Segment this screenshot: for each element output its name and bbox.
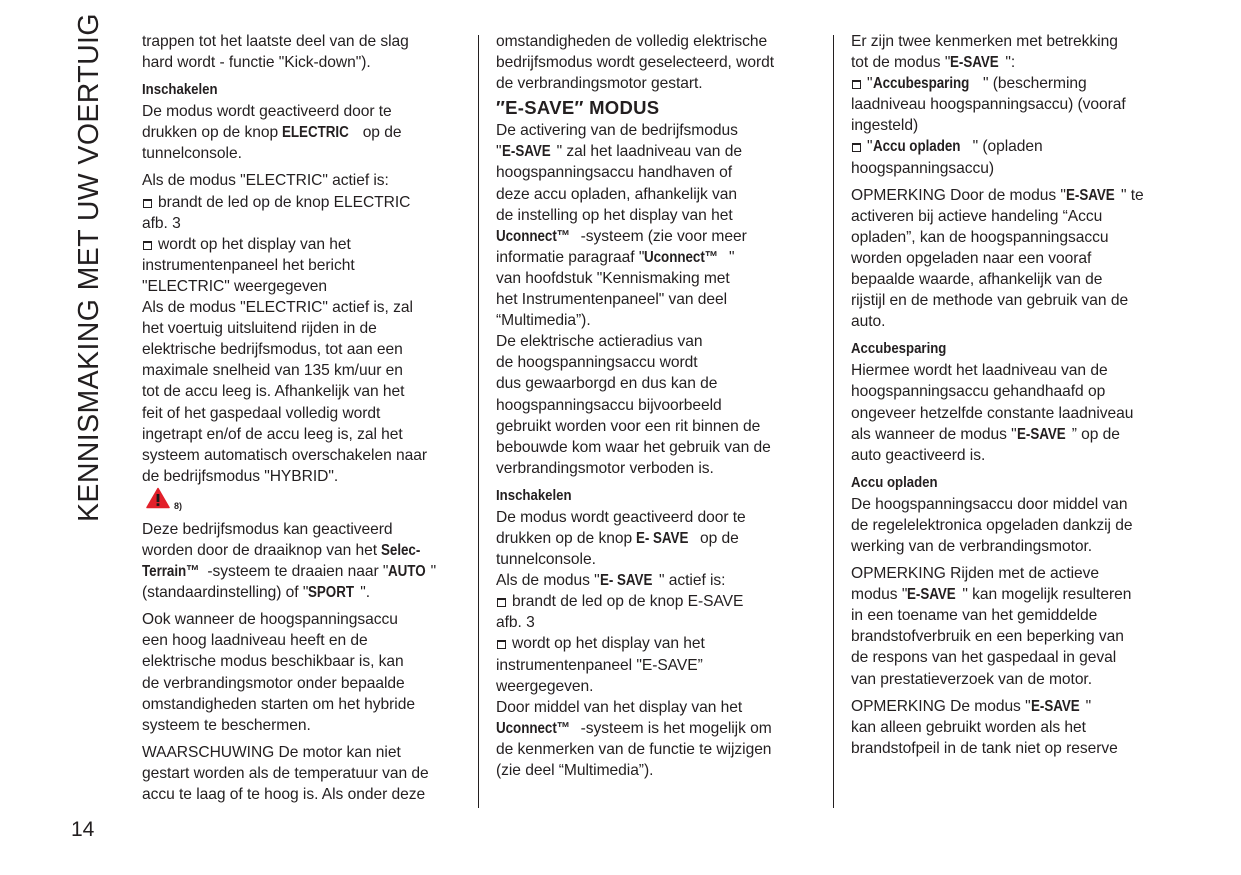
text-line: wordt op het display van het: [496, 633, 826, 654]
text-line: deze accu opladen, afhankelijk van: [496, 185, 738, 203]
text-line: (standaardinstelling) of "SPORT ".: [142, 582, 472, 603]
bold-term: E-SAVE: [950, 54, 1000, 72]
text-line: Als de modus "E- SAVE " actief is:: [496, 570, 826, 591]
text-line: afb. 3: [142, 214, 181, 232]
text-line: De hoogspanningsaccu door middel van: [851, 495, 1128, 513]
text-line: het voertuig uitsluitend rijden in de: [142, 320, 377, 338]
text-line: activeren bij actieve handeling “Accu: [851, 207, 1103, 225]
bold-term: E-SAVE: [1016, 425, 1066, 443]
text-line: rijstijl en de methode van gebruik van de: [851, 292, 1129, 310]
text-line: bepaalde waarde, afhankelijk van de: [851, 271, 1103, 289]
text-line: modus "E-SAVE " kan mogelijk resulteren: [851, 584, 1181, 605]
text-line: systeem automatisch overschakelen naar: [142, 446, 427, 464]
paragraph: [496, 507, 826, 781]
text-line: (zie deel “Multimedia”).: [496, 762, 654, 779]
text-line: maximale snelheid van 135 km/uur en: [142, 362, 403, 380]
warning-note-number: 8): [174, 500, 183, 511]
text-line: Door middel van het display van het: [496, 698, 743, 716]
bold-term: Accu opladen: [872, 138, 960, 156]
column-3: [851, 31, 1181, 765]
text-line: bebouwde kom waar het gebruik van de: [496, 438, 771, 456]
text-line: Uconnect™ -systeem (zie voor meer: [496, 226, 826, 247]
text-line: Uconnect™ -systeem is het mogelijk om: [496, 718, 826, 739]
warning-triangle-icon: [146, 487, 170, 511]
text-line: omstandigheden de volledig elektrische: [496, 33, 768, 50]
text-line: het Instrumentenpaneel" van deel: [496, 291, 728, 309]
text-line: ingetrapt en/of de accu leeg is, zal het: [142, 425, 403, 443]
bold-term: E-SAVE: [907, 586, 957, 604]
bold-term: Accubesparing: [872, 75, 969, 93]
text-line: instrumentenpaneel het bericht: [142, 256, 355, 274]
paragraph: [851, 185, 1181, 333]
text-line: van hoofdstuk "Kennismaking met: [496, 269, 730, 287]
chapter-title: KENNISMAKING MET UW VOERTUIG: [73, 13, 105, 522]
bullet-square-icon: [143, 241, 152, 250]
text-line: tot de modus "E-SAVE ":: [851, 52, 1181, 73]
text-line: omstandigheden starten om het hybride: [142, 695, 415, 713]
text-line: bedrijfsmodus wordt geselecteerd, wordt: [496, 54, 775, 72]
text-line: afb. 3: [496, 614, 535, 632]
text-line: Als de modus "ELECTRIC" actief is:: [142, 172, 389, 190]
text-line: hard wordt - functie "Kick-down").: [142, 54, 371, 72]
bullet-square-icon: [852, 80, 861, 89]
bold-term: Uconnect™: [496, 227, 571, 245]
text-line: laadniveau hoogspanningsaccu) (vooraf: [851, 96, 1126, 114]
bold-term: Terrain™: [142, 563, 200, 581]
text-line: Deze bedrijfsmodus kan geactiveerd: [142, 520, 393, 538]
section-heading: Inschakelen: [496, 486, 572, 504]
text-line: brandt de led op de knop ELECTRIC: [142, 192, 472, 213]
text-line: "Accubesparing " (bescherming: [851, 73, 1181, 94]
text-line: informatie paragraaf "Uconnect™ ": [496, 247, 826, 268]
text-line: tunnelconsole.: [142, 145, 242, 163]
text-line: accu te laag of te hoog is. Als onder deze: [142, 786, 426, 803]
text-line: de kenmerken van de functie te wijzigen: [496, 740, 772, 758]
text-line: “Multimedia”).: [496, 312, 591, 330]
text-line: opladen”, kan de hoogspanningsaccu: [851, 228, 1109, 246]
section-title: ″E-SAVE″ MODUS: [496, 97, 660, 119]
column-divider: [478, 35, 479, 808]
bold-term: E- SAVE: [636, 529, 689, 547]
text-line: de verbrandingsmotor onder bepaalde: [142, 674, 405, 692]
text-line: Ook wanneer de hoogspanningsaccu: [142, 611, 398, 629]
section-heading: Accubesparing: [851, 340, 947, 358]
bullet-square-icon: [497, 640, 506, 649]
text-line: instrumentenpaneel "E-SAVE”: [496, 656, 703, 674]
text-line: weergegeven.: [496, 677, 594, 695]
paragraph: [142, 101, 472, 164]
text-line: brandstofpeil in de tank niet op reserve: [851, 739, 1118, 757]
text-line: elektrische bedrijfsmodus, tot aan een: [142, 341, 403, 359]
section-heading: Inschakelen: [142, 81, 218, 99]
text-line: de instelling op het display van het: [496, 206, 733, 224]
warning-reference: [142, 493, 472, 517]
paragraph: [496, 31, 826, 94]
column-divider: [833, 35, 834, 808]
text-line: ingesteld): [851, 117, 919, 135]
bold-term: ELECTRIC: [282, 124, 350, 142]
text-line: Als de modus "ELECTRIC" actief is, zal: [142, 299, 413, 317]
text-line: de hoogspanningsaccu wordt: [496, 354, 698, 372]
paragraph: [851, 696, 1181, 759]
text-line: auto geactiveerd is.: [851, 446, 986, 464]
text-line: gebruikt worden voor een rit binnen de: [496, 417, 761, 435]
text-line: drukken op de knop ELECTRIC op de: [142, 122, 472, 143]
text-line: OPMERKING De modus "E-SAVE ": [851, 696, 1181, 717]
text-line: verbrandingsmotor verboden is.: [496, 459, 714, 477]
text-line: worden opgeladen naar een vooraf: [851, 249, 1092, 267]
text-line: gestart worden als de temperatuur van de: [142, 764, 429, 782]
bold-term: E-SAVE: [501, 143, 551, 161]
text-line: brandt de led op de knop E-SAVE: [496, 591, 826, 612]
bold-term: Uconnect™: [644, 248, 719, 266]
paragraph: [142, 609, 472, 736]
paragraph: [851, 494, 1181, 557]
bold-term: E-SAVE: [1030, 697, 1080, 715]
text-line: hoogspanningsaccu handhaven of: [496, 164, 733, 182]
text-line: De modus wordt geactiveerd door te: [142, 103, 392, 121]
column-2: [496, 31, 826, 787]
bullet-square-icon: [143, 199, 152, 208]
page-number: 14: [71, 818, 95, 841]
bold-term: AUTO: [388, 563, 427, 581]
text-line: hoogspanningsaccu): [851, 159, 995, 177]
text-line: de respons van het gaspedaal in geval: [851, 649, 1117, 667]
text-line: OPMERKING Door de modus "E-SAVE " te: [851, 185, 1181, 206]
text-line: brandstofverbruik en een beperking van: [851, 628, 1124, 646]
text-line: een hoog laadniveau heeft en de: [142, 632, 368, 650]
paragraph: [142, 31, 472, 73]
text-line: "Accu opladen " (opladen: [851, 136, 1181, 157]
text-line: hoogspanningsaccu gehandhaafd op: [851, 383, 1106, 401]
text-line: worden door de draaiknop van het Selec-: [142, 540, 472, 561]
bullet-square-icon: [852, 143, 861, 152]
paragraph: [851, 31, 1181, 179]
text-line: elektrische modus beschikbaar is, kan: [142, 653, 404, 671]
text-line: wordt op het display van het: [142, 234, 472, 255]
text-line: ongeveer hetzelfde constante laadniveau: [851, 404, 1134, 422]
paragraph: [142, 170, 472, 486]
text-line: Hiermee wordt het laadniveau van de: [851, 362, 1108, 380]
text-line: de bedrijfsmodus "HYBRID".: [142, 467, 339, 485]
text-line: "ELECTRIC" weergegeven: [142, 277, 328, 295]
bold-term: Uconnect™: [496, 719, 571, 737]
text-line: WAARSCHUWING De motor kan niet: [142, 743, 401, 761]
text-line: dus gewaarborgd en dus kan de: [496, 375, 718, 393]
section-heading: Accu opladen: [851, 473, 938, 491]
text-line: De elektrische actieradius van: [496, 333, 703, 351]
text-line: kan alleen gebruikt worden als het: [851, 718, 1086, 736]
bold-term: E-SAVE: [1065, 186, 1115, 204]
text-line: "E-SAVE " zal het laadniveau van de: [496, 141, 826, 162]
text-line: werking van de verbrandingsmotor.: [851, 537, 1093, 555]
text-line: De modus wordt geactiveerd door te: [496, 508, 746, 526]
paragraph: [142, 519, 472, 603]
text-line: van prestatieverzoek van de motor.: [851, 670, 1093, 688]
paragraph: [496, 120, 826, 479]
paragraph: [851, 360, 1181, 465]
text-line: drukken op de knop E- SAVE op de: [496, 528, 826, 549]
paragraph: [142, 742, 472, 805]
text-line: tunnelconsole.: [496, 551, 596, 569]
text-line: als wanneer de modus "E-SAVE ” op de: [851, 424, 1181, 445]
column-1: [142, 31, 472, 811]
bold-term: SPORT: [308, 584, 355, 602]
text-line: tot de accu leeg is. Afhankelijk van het: [142, 383, 405, 401]
text-line: Er zijn twee kenmerken met betrekking: [851, 33, 1118, 50]
text-line: hoogspanningsaccu bijvoorbeeld: [496, 396, 722, 414]
text-line: auto.: [851, 313, 886, 331]
text-line: de regelelektronica opgeladen dankzij de: [851, 516, 1133, 534]
text-line: OPMERKING Rijden met de actieve: [851, 565, 1100, 583]
bold-term: E- SAVE: [599, 572, 653, 590]
bold-term: Selec-: [381, 541, 421, 559]
paragraph: [851, 563, 1181, 690]
text-line: trappen tot het laatste deel van de slag: [142, 33, 409, 50]
text-line: Terrain™ -systeem te draaien naar "AUTO ": [142, 561, 472, 582]
text-line: de verbrandingsmotor gestart.: [496, 75, 703, 93]
text-line: feit of het gaspedaal volledig wordt: [142, 404, 381, 422]
text-line: in een toename van het gemiddelde: [851, 607, 1098, 625]
bullet-square-icon: [497, 598, 506, 607]
text-line: systeem te beschermen.: [142, 716, 311, 734]
text-line: De activering van de bedrijfsmodus: [496, 122, 738, 140]
